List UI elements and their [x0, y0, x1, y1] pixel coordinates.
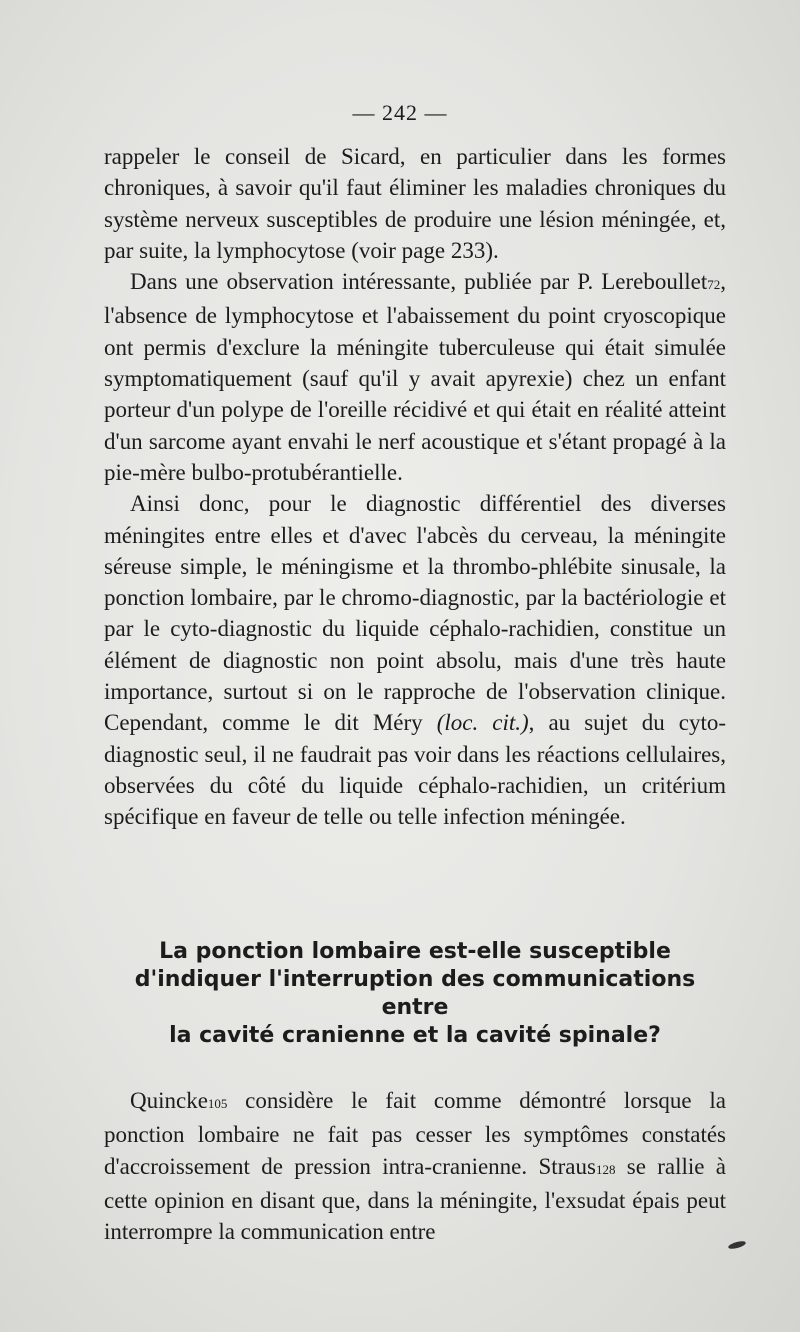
- paragraph-4-text-b: considère le fait comme démontré lorsque la ponction lombaire ne fait pas cesser les symptômes constatés d'accroissement de pression intra-cranienne. Straus: [104, 1088, 726, 1179]
- page-number: — 242 —: [352, 100, 448, 125]
- paragraph-3: [104, 488, 726, 832]
- heading-line-2: d'indiquer l'interruption des communications: [134, 967, 696, 992]
- reference-72: 72: [707, 277, 721, 293]
- citation-loc-cit: (loc. cit.): [436, 710, 529, 736]
- reference-128: 128: [595, 1161, 616, 1177]
- paragraph-2-text-b: , l'absence de lymphocytose et l'abaissement du point cryoscopique ont permis d'exclure la méningite tuberculeuse qui était simulée symptomatiquement (sauf qu'il y avait apyrexie) chez un enfant porteur d'un polype de l'oreille récidivé et qui était en réalité atteint d'un sarcome ayant envahi le nerf acoustique et s'étant propagé à la pie-mère bulbo-protubérantielle.: [104, 269, 726, 485]
- section-heading: [104, 938, 726, 1050]
- paragraph-3-text-b: , au sujet du cyto-diagnostic seul, il ne faudrait pas voir dans les réactions cellulaires, observées du côté du liquide céphalo-rachidien, un critérium spécifique en faveur de telle ou telle infection méningée.: [104, 710, 726, 830]
- body-text-lower: [104, 1085, 726, 1247]
- paragraph-2: [104, 266, 726, 488]
- heading-line-4: la cavité cranienne et la cavité spinale?: [169, 1023, 661, 1048]
- ink-smudge: [728, 1240, 747, 1250]
- paragraph-4: [104, 1085, 726, 1247]
- paragraph-4-text-a: Quincke: [130, 1088, 208, 1113]
- reference-105: 105: [207, 1096, 228, 1111]
- paragraph-4-text-c: se rallie à cette opinion en disant que, dans la méningite, l'exsudat épais peut interrompre la communication entre: [104, 1153, 726, 1245]
- body-text-upper: [104, 141, 726, 833]
- heading-line-3: entre: [381, 995, 449, 1020]
- paragraph-2-text-a: Dans une observation intéressante, publiée par P. Lereboullet: [130, 269, 708, 295]
- paragraph-3-text-a: Ainsi donc, pour le diagnostic différentiel des diverses méningites entre elles et d'avec l'abcès du cerveau, la méningite séreuse simple, le méningisme et la thrombo-phlébite sinusale, la ponction lombaire, par le chromo-diagnostic, par la bactériologie et par le cyto-diagnostic du liquide céphalo-rachidien, constitue un élément de diagnostic non point absolu, mais d'une très haute importance, surtout si on le rapproche de l'observation clinique. Cependant, comme le dit Méry: [104, 491, 726, 736]
- paragraph-1: rappeler le conseil de Sicard, en particulier dans les formes chroniques, à savoir qu'il faut éliminer les maladies chroniques du système nerveux susceptibles de produire une lésion méningée, et, par suite, la lymphocytose (voir page 233).: [104, 144, 726, 263]
- heading-line-1: La ponction lombaire est-elle susceptible: [159, 939, 671, 964]
